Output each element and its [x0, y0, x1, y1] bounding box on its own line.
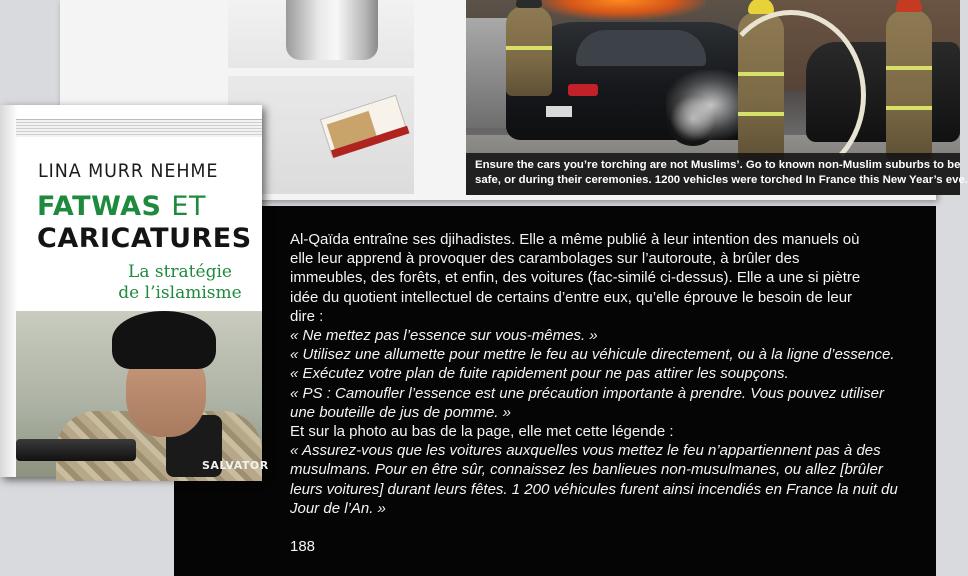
article-line: « Ne mettez pas l’essence sur vous-mêmes. »: [290, 327, 598, 345]
article-line: immeubles, des forêts, et enfin, des voitures (fac-similé ci-dessus). Elle a une si piètre: [290, 269, 861, 287]
fuel-canister-photo: [228, 0, 414, 68]
matchbox-shape: [320, 95, 408, 158]
reflective-stripe: [506, 46, 552, 50]
book-title-line2: CARICATURES: [37, 223, 252, 254]
caption-line: safe, or during their ceremonies. 1200 vehicles were torched In France this New Year’s eve.: [475, 174, 968, 186]
book-page-edges: [16, 119, 262, 137]
book-cover-photo: [16, 311, 269, 477]
article-line: « PS : Camoufler l’essence est une précaution importante à prendre. Vous pouvez utiliser: [290, 384, 884, 402]
article-line: elle leur apprend à provoquer des carambolages sur l’autoroute, à brûler des: [290, 250, 800, 268]
book-title-word: ET: [171, 191, 206, 222]
license-plate: [546, 106, 572, 117]
book-title-word: FATWAS: [37, 191, 162, 222]
article-line: dire :: [290, 307, 324, 325]
page-number: 188: [290, 538, 316, 555]
canister-shape: [286, 0, 378, 60]
article-text: [290, 230, 930, 518]
photo-caption: [466, 153, 968, 195]
firefighter: [506, 6, 552, 96]
firefighter-helmet: [516, 0, 542, 8]
article-line: « Utilisez une allumette pour mettre le feu au véhicule directement, ou à la ligne d’essence.: [290, 346, 895, 364]
book-title-line1: [37, 191, 206, 222]
firefighter-helmet: [748, 0, 774, 14]
firefighter-helmet: [896, 0, 922, 12]
article-line: « Assurez-vous que les voitures auxquelles vous mettez le feu n’appartiennent pas à des: [290, 442, 881, 460]
magazine-bottom-page: [174, 206, 936, 576]
book-publisher: SALVATOR: [202, 459, 269, 472]
car-rear-window: [576, 30, 706, 66]
book-cover: [0, 105, 269, 477]
article-line: Al-Qaïda entraîne ses djihadistes. Elle a même publié à leur intention des manuels où: [290, 231, 860, 248]
article-line: « Exécutez votre plan de fuite rapidement pour ne pas attirer les soupçons.: [290, 365, 789, 383]
article-line: Et sur la photo au bas de la page, elle met cette légende :: [290, 423, 674, 441]
book-subtitle: [105, 262, 255, 304]
reflective-stripe: [886, 66, 932, 70]
article-line: musulmans. Pour en être sûr, connaissez les banlieues non-musulmanes, ou allez [brûler: [290, 461, 883, 479]
firefighter: [886, 10, 932, 160]
burning-car-photo: [466, 0, 968, 195]
caption-line: Ensure the cars you’re torching are not Muslims’. Go to known non-Muslim suburbs to be: [475, 159, 961, 171]
boy-black-cap: [112, 311, 216, 369]
article-line: idée du quotient intellectuel de certains d’entre eux, qu’elle éprouve le besoin de leur: [290, 288, 853, 306]
article-line: leurs voitures] durant leurs fêtes. 1 200 véhicules furent ainsi incendiés en France la nuit du: [290, 480, 898, 498]
book-subtitle-line: de l’islamisme: [118, 283, 242, 303]
gun: [16, 439, 136, 461]
book-author: LINA MURR NEHME: [38, 160, 219, 182]
book-subtitle-line: La stratégie: [128, 262, 232, 282]
article-line: une bouteille de jus de pomme. »: [290, 403, 511, 421]
reflective-stripe: [886, 106, 932, 110]
car-tail-light: [568, 84, 598, 96]
fire-glow: [536, 0, 706, 20]
article-line: Jour de l’An. »: [290, 499, 386, 517]
